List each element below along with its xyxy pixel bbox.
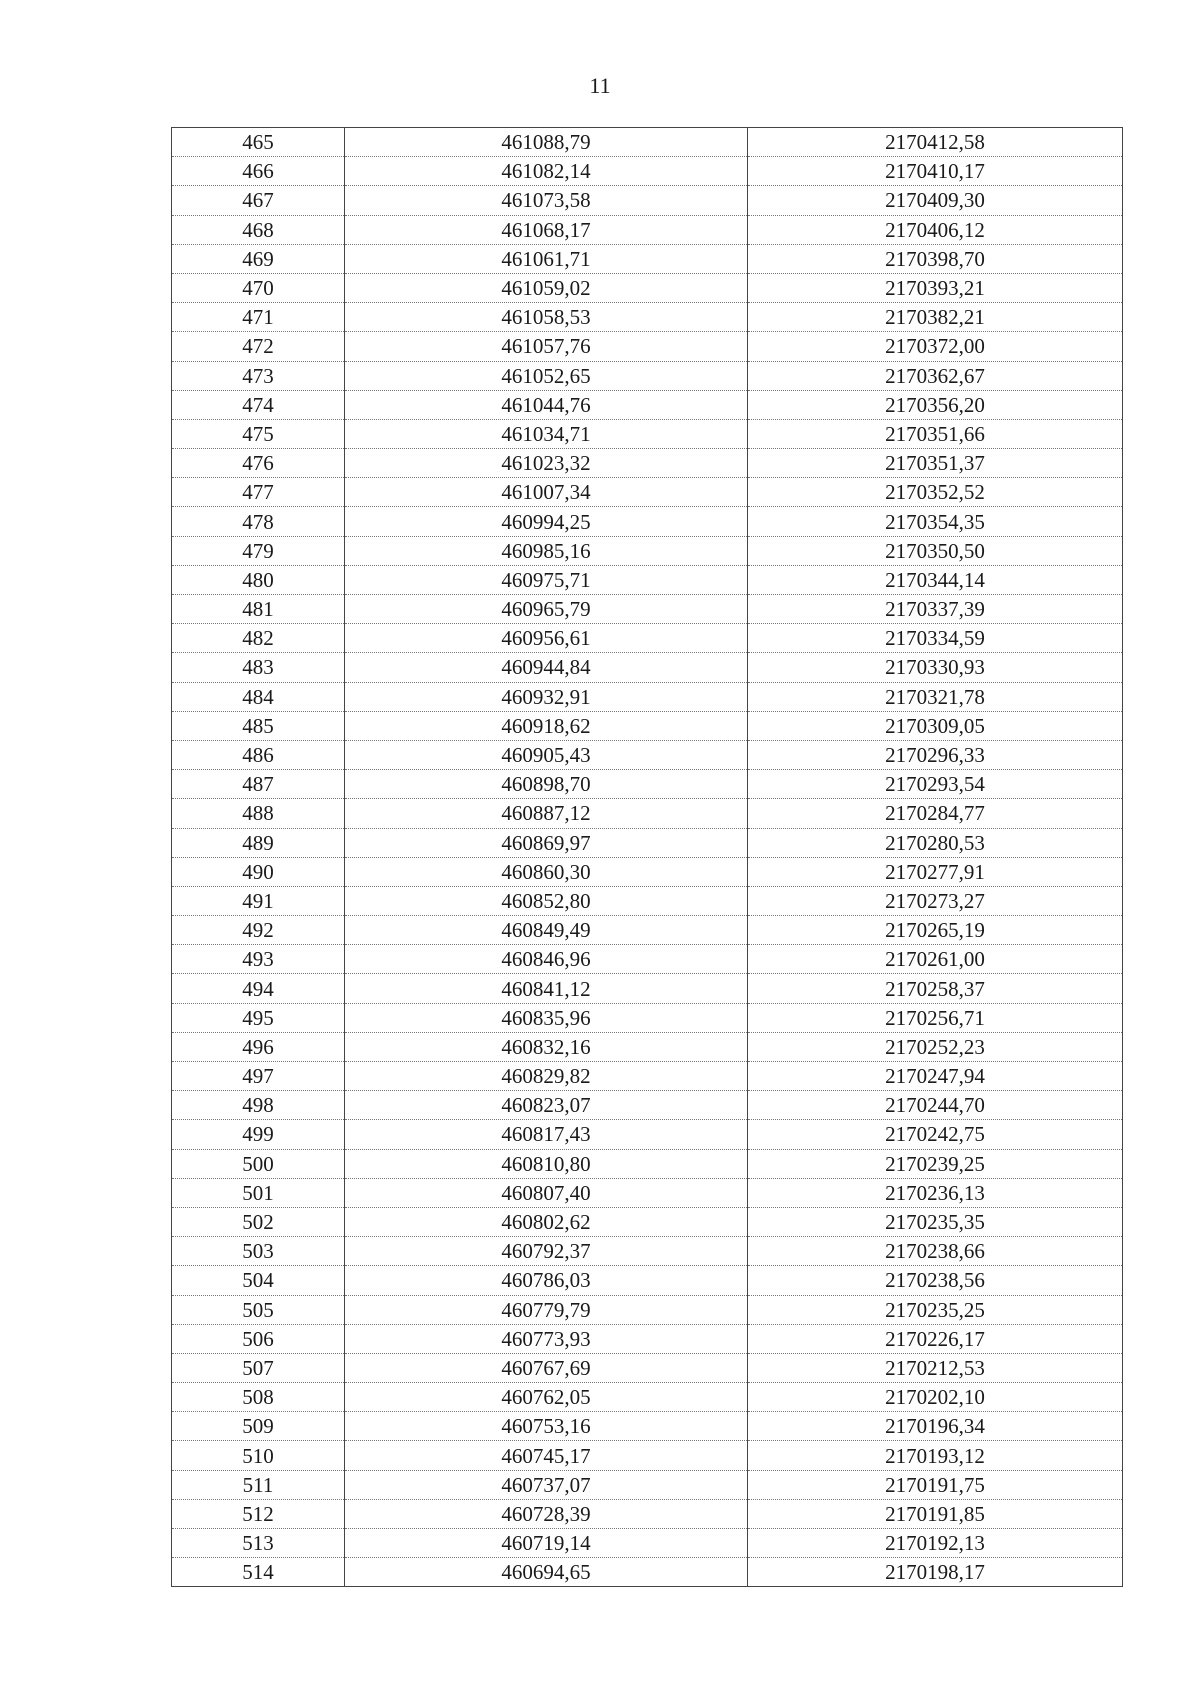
x-coordinate-cell: 460869,97 bbox=[345, 828, 748, 857]
table-row bbox=[172, 1383, 1123, 1412]
point-number-cell: 494 bbox=[172, 974, 345, 1003]
table-row bbox=[172, 1266, 1123, 1295]
table-row bbox=[172, 653, 1123, 682]
table-row bbox=[172, 916, 1123, 945]
point-number-cell: 476 bbox=[172, 449, 345, 478]
point-number-cell: 472 bbox=[172, 332, 345, 361]
table-row bbox=[172, 419, 1123, 448]
table-row bbox=[172, 361, 1123, 390]
table-row bbox=[172, 1120, 1123, 1149]
point-number-cell: 474 bbox=[172, 390, 345, 419]
y-coordinate-cell: 2170344,14 bbox=[748, 565, 1123, 594]
table-row bbox=[172, 1324, 1123, 1353]
point-number-cell: 467 bbox=[172, 186, 345, 215]
point-number-cell: 478 bbox=[172, 507, 345, 536]
point-number-cell: 508 bbox=[172, 1383, 345, 1412]
x-coordinate-cell: 460767,69 bbox=[345, 1353, 748, 1382]
point-number-cell: 486 bbox=[172, 740, 345, 769]
x-coordinate-cell: 461073,58 bbox=[345, 186, 748, 215]
y-coordinate-cell: 2170212,53 bbox=[748, 1353, 1123, 1382]
table-row bbox=[172, 1207, 1123, 1236]
table-row bbox=[172, 478, 1123, 507]
y-coordinate-cell: 2170265,19 bbox=[748, 916, 1123, 945]
y-coordinate-cell: 2170239,25 bbox=[748, 1149, 1123, 1178]
y-coordinate-cell: 2170284,77 bbox=[748, 799, 1123, 828]
point-number-cell: 503 bbox=[172, 1237, 345, 1266]
table-row bbox=[172, 682, 1123, 711]
y-coordinate-cell: 2170256,71 bbox=[748, 1003, 1123, 1032]
point-number-cell: 495 bbox=[172, 1003, 345, 1032]
table-row bbox=[172, 507, 1123, 536]
table-row bbox=[172, 1237, 1123, 1266]
table-row bbox=[172, 244, 1123, 273]
x-coordinate-cell: 461057,76 bbox=[345, 332, 748, 361]
y-coordinate-cell: 2170354,35 bbox=[748, 507, 1123, 536]
table-row bbox=[172, 1032, 1123, 1061]
point-number-cell: 507 bbox=[172, 1353, 345, 1382]
table-row bbox=[172, 1178, 1123, 1207]
y-coordinate-cell: 2170309,05 bbox=[748, 711, 1123, 740]
table-row bbox=[172, 770, 1123, 799]
point-number-cell: 481 bbox=[172, 595, 345, 624]
y-coordinate-cell: 2170252,23 bbox=[748, 1032, 1123, 1061]
point-number-cell: 471 bbox=[172, 303, 345, 332]
table-row bbox=[172, 215, 1123, 244]
table-row bbox=[172, 1529, 1123, 1558]
y-coordinate-cell: 2170382,21 bbox=[748, 303, 1123, 332]
x-coordinate-cell: 460773,93 bbox=[345, 1324, 748, 1353]
x-coordinate-cell: 460694,65 bbox=[345, 1558, 748, 1587]
x-coordinate-cell: 461082,14 bbox=[345, 157, 748, 186]
point-number-cell: 491 bbox=[172, 886, 345, 915]
x-coordinate-cell: 461044,76 bbox=[345, 390, 748, 419]
point-number-cell: 490 bbox=[172, 857, 345, 886]
x-coordinate-cell: 460918,62 bbox=[345, 711, 748, 740]
point-number-cell: 504 bbox=[172, 1266, 345, 1295]
x-coordinate-cell: 461034,71 bbox=[345, 419, 748, 448]
y-coordinate-cell: 2170247,94 bbox=[748, 1062, 1123, 1091]
y-coordinate-cell: 2170235,25 bbox=[748, 1295, 1123, 1324]
table-row bbox=[172, 857, 1123, 886]
point-number-cell: 469 bbox=[172, 244, 345, 273]
y-coordinate-cell: 2170277,91 bbox=[748, 857, 1123, 886]
point-number-cell: 500 bbox=[172, 1149, 345, 1178]
y-coordinate-cell: 2170350,50 bbox=[748, 536, 1123, 565]
point-number-cell: 487 bbox=[172, 770, 345, 799]
y-coordinate-cell: 2170196,34 bbox=[748, 1412, 1123, 1441]
x-coordinate-cell: 460817,43 bbox=[345, 1120, 748, 1149]
table-row bbox=[172, 711, 1123, 740]
y-coordinate-cell: 2170191,85 bbox=[748, 1499, 1123, 1528]
table-row bbox=[172, 1091, 1123, 1120]
table-row bbox=[172, 1295, 1123, 1324]
point-number-cell: 493 bbox=[172, 945, 345, 974]
x-coordinate-cell: 460779,79 bbox=[345, 1295, 748, 1324]
table-row bbox=[172, 186, 1123, 215]
table-row bbox=[172, 828, 1123, 857]
table-row bbox=[172, 1470, 1123, 1499]
point-number-cell: 483 bbox=[172, 653, 345, 682]
x-coordinate-cell: 460860,30 bbox=[345, 857, 748, 886]
point-number-cell: 505 bbox=[172, 1295, 345, 1324]
y-coordinate-cell: 2170362,67 bbox=[748, 361, 1123, 390]
y-coordinate-cell: 2170406,12 bbox=[748, 215, 1123, 244]
x-coordinate-cell: 460728,39 bbox=[345, 1499, 748, 1528]
x-coordinate-cell: 460994,25 bbox=[345, 507, 748, 536]
point-number-cell: 512 bbox=[172, 1499, 345, 1528]
y-coordinate-cell: 2170410,17 bbox=[748, 157, 1123, 186]
table-row bbox=[172, 449, 1123, 478]
table-row bbox=[172, 1149, 1123, 1178]
y-coordinate-cell: 2170244,70 bbox=[748, 1091, 1123, 1120]
point-number-cell: 498 bbox=[172, 1091, 345, 1120]
x-coordinate-cell: 460852,80 bbox=[345, 886, 748, 915]
point-number-cell: 489 bbox=[172, 828, 345, 857]
x-coordinate-cell: 460975,71 bbox=[345, 565, 748, 594]
x-coordinate-cell: 460965,79 bbox=[345, 595, 748, 624]
table-row bbox=[172, 1441, 1123, 1470]
y-coordinate-cell: 2170192,13 bbox=[748, 1529, 1123, 1558]
page-number: 11 bbox=[589, 73, 611, 98]
x-coordinate-cell: 460956,61 bbox=[345, 624, 748, 653]
point-number-cell: 502 bbox=[172, 1207, 345, 1236]
point-number-cell: 468 bbox=[172, 215, 345, 244]
point-number-cell: 482 bbox=[172, 624, 345, 653]
table-row bbox=[172, 1062, 1123, 1091]
x-coordinate-cell: 460807,40 bbox=[345, 1178, 748, 1207]
x-coordinate-cell: 460719,14 bbox=[345, 1529, 748, 1558]
point-number-cell: 475 bbox=[172, 419, 345, 448]
y-coordinate-cell: 2170242,75 bbox=[748, 1120, 1123, 1149]
table-row bbox=[172, 886, 1123, 915]
table-row bbox=[172, 332, 1123, 361]
x-coordinate-cell: 461007,34 bbox=[345, 478, 748, 507]
x-coordinate-cell: 460792,37 bbox=[345, 1237, 748, 1266]
point-number-cell: 513 bbox=[172, 1529, 345, 1558]
point-number-cell: 492 bbox=[172, 916, 345, 945]
x-coordinate-cell: 460802,62 bbox=[345, 1207, 748, 1236]
x-coordinate-cell: 461088,79 bbox=[345, 128, 748, 157]
point-number-cell: 479 bbox=[172, 536, 345, 565]
table-row bbox=[172, 1412, 1123, 1441]
table-row bbox=[172, 536, 1123, 565]
x-coordinate-cell: 460944,84 bbox=[345, 653, 748, 682]
x-coordinate-cell: 460835,96 bbox=[345, 1003, 748, 1032]
table-row bbox=[172, 157, 1123, 186]
x-coordinate-cell: 460932,91 bbox=[345, 682, 748, 711]
y-coordinate-cell: 2170235,35 bbox=[748, 1207, 1123, 1236]
x-coordinate-cell: 460832,16 bbox=[345, 1032, 748, 1061]
y-coordinate-cell: 2170193,12 bbox=[748, 1441, 1123, 1470]
point-number-cell: 511 bbox=[172, 1470, 345, 1499]
x-coordinate-cell: 460786,03 bbox=[345, 1266, 748, 1295]
x-coordinate-cell: 460846,96 bbox=[345, 945, 748, 974]
y-coordinate-cell: 2170334,59 bbox=[748, 624, 1123, 653]
y-coordinate-cell: 2170352,52 bbox=[748, 478, 1123, 507]
table-row bbox=[172, 1353, 1123, 1382]
y-coordinate-cell: 2170296,33 bbox=[748, 740, 1123, 769]
y-coordinate-cell: 2170202,10 bbox=[748, 1383, 1123, 1412]
y-coordinate-cell: 2170261,00 bbox=[748, 945, 1123, 974]
y-coordinate-cell: 2170238,56 bbox=[748, 1266, 1123, 1295]
x-coordinate-cell: 461052,65 bbox=[345, 361, 748, 390]
table-row bbox=[172, 740, 1123, 769]
x-coordinate-cell: 461059,02 bbox=[345, 273, 748, 302]
point-number-cell: 466 bbox=[172, 157, 345, 186]
y-coordinate-cell: 2170330,93 bbox=[748, 653, 1123, 682]
y-coordinate-cell: 2170293,54 bbox=[748, 770, 1123, 799]
point-number-cell: 501 bbox=[172, 1178, 345, 1207]
x-coordinate-cell: 461068,17 bbox=[345, 215, 748, 244]
x-coordinate-cell: 460887,12 bbox=[345, 799, 748, 828]
table-row bbox=[172, 1558, 1123, 1587]
x-coordinate-cell: 461023,32 bbox=[345, 449, 748, 478]
y-coordinate-cell: 2170226,17 bbox=[748, 1324, 1123, 1353]
x-coordinate-cell: 461058,53 bbox=[345, 303, 748, 332]
x-coordinate-cell: 460745,17 bbox=[345, 1441, 748, 1470]
x-coordinate-cell: 460823,07 bbox=[345, 1091, 748, 1120]
x-coordinate-cell: 460810,80 bbox=[345, 1149, 748, 1178]
table-row bbox=[172, 624, 1123, 653]
x-coordinate-cell: 460737,07 bbox=[345, 1470, 748, 1499]
x-coordinate-cell: 460905,43 bbox=[345, 740, 748, 769]
table-row bbox=[172, 799, 1123, 828]
x-coordinate-cell: 460898,70 bbox=[345, 770, 748, 799]
y-coordinate-cell: 2170398,70 bbox=[748, 244, 1123, 273]
y-coordinate-cell: 2170273,27 bbox=[748, 886, 1123, 915]
point-number-cell: 485 bbox=[172, 711, 345, 740]
table-row bbox=[172, 1499, 1123, 1528]
point-number-cell: 497 bbox=[172, 1062, 345, 1091]
point-number-cell: 473 bbox=[172, 361, 345, 390]
point-number-cell: 510 bbox=[172, 1441, 345, 1470]
x-coordinate-cell: 460841,12 bbox=[345, 974, 748, 1003]
point-number-cell: 496 bbox=[172, 1032, 345, 1061]
point-number-cell: 514 bbox=[172, 1558, 345, 1587]
y-coordinate-cell: 2170258,37 bbox=[748, 974, 1123, 1003]
x-coordinate-cell: 461061,71 bbox=[345, 244, 748, 273]
y-coordinate-cell: 2170191,75 bbox=[748, 1470, 1123, 1499]
table-row bbox=[172, 273, 1123, 302]
y-coordinate-cell: 2170238,66 bbox=[748, 1237, 1123, 1266]
y-coordinate-cell: 2170321,78 bbox=[748, 682, 1123, 711]
table-row bbox=[172, 945, 1123, 974]
point-number-cell: 470 bbox=[172, 273, 345, 302]
y-coordinate-cell: 2170356,20 bbox=[748, 390, 1123, 419]
point-number-cell: 477 bbox=[172, 478, 345, 507]
table-row bbox=[172, 974, 1123, 1003]
x-coordinate-cell: 460753,16 bbox=[345, 1412, 748, 1441]
table-row bbox=[172, 595, 1123, 624]
y-coordinate-cell: 2170236,13 bbox=[748, 1178, 1123, 1207]
x-coordinate-cell: 460762,05 bbox=[345, 1383, 748, 1412]
table-row bbox=[172, 390, 1123, 419]
y-coordinate-cell: 2170372,00 bbox=[748, 332, 1123, 361]
coordinates-table-body bbox=[172, 128, 1123, 1587]
point-number-cell: 480 bbox=[172, 565, 345, 594]
point-number-cell: 484 bbox=[172, 682, 345, 711]
y-coordinate-cell: 2170198,17 bbox=[748, 1558, 1123, 1587]
y-coordinate-cell: 2170351,66 bbox=[748, 419, 1123, 448]
x-coordinate-cell: 460985,16 bbox=[345, 536, 748, 565]
y-coordinate-cell: 2170351,37 bbox=[748, 449, 1123, 478]
x-coordinate-cell: 460849,49 bbox=[345, 916, 748, 945]
table-row bbox=[172, 128, 1123, 157]
point-number-cell: 488 bbox=[172, 799, 345, 828]
point-number-cell: 506 bbox=[172, 1324, 345, 1353]
y-coordinate-cell: 2170393,21 bbox=[748, 273, 1123, 302]
point-number-cell: 465 bbox=[172, 128, 345, 157]
y-coordinate-cell: 2170409,30 bbox=[748, 186, 1123, 215]
coordinates-table bbox=[171, 127, 1123, 1587]
table-row bbox=[172, 565, 1123, 594]
table-row bbox=[172, 303, 1123, 332]
table-row bbox=[172, 1003, 1123, 1032]
y-coordinate-cell: 2170280,53 bbox=[748, 828, 1123, 857]
point-number-cell: 499 bbox=[172, 1120, 345, 1149]
y-coordinate-cell: 2170412,58 bbox=[748, 128, 1123, 157]
y-coordinate-cell: 2170337,39 bbox=[748, 595, 1123, 624]
point-number-cell: 509 bbox=[172, 1412, 345, 1441]
x-coordinate-cell: 460829,82 bbox=[345, 1062, 748, 1091]
